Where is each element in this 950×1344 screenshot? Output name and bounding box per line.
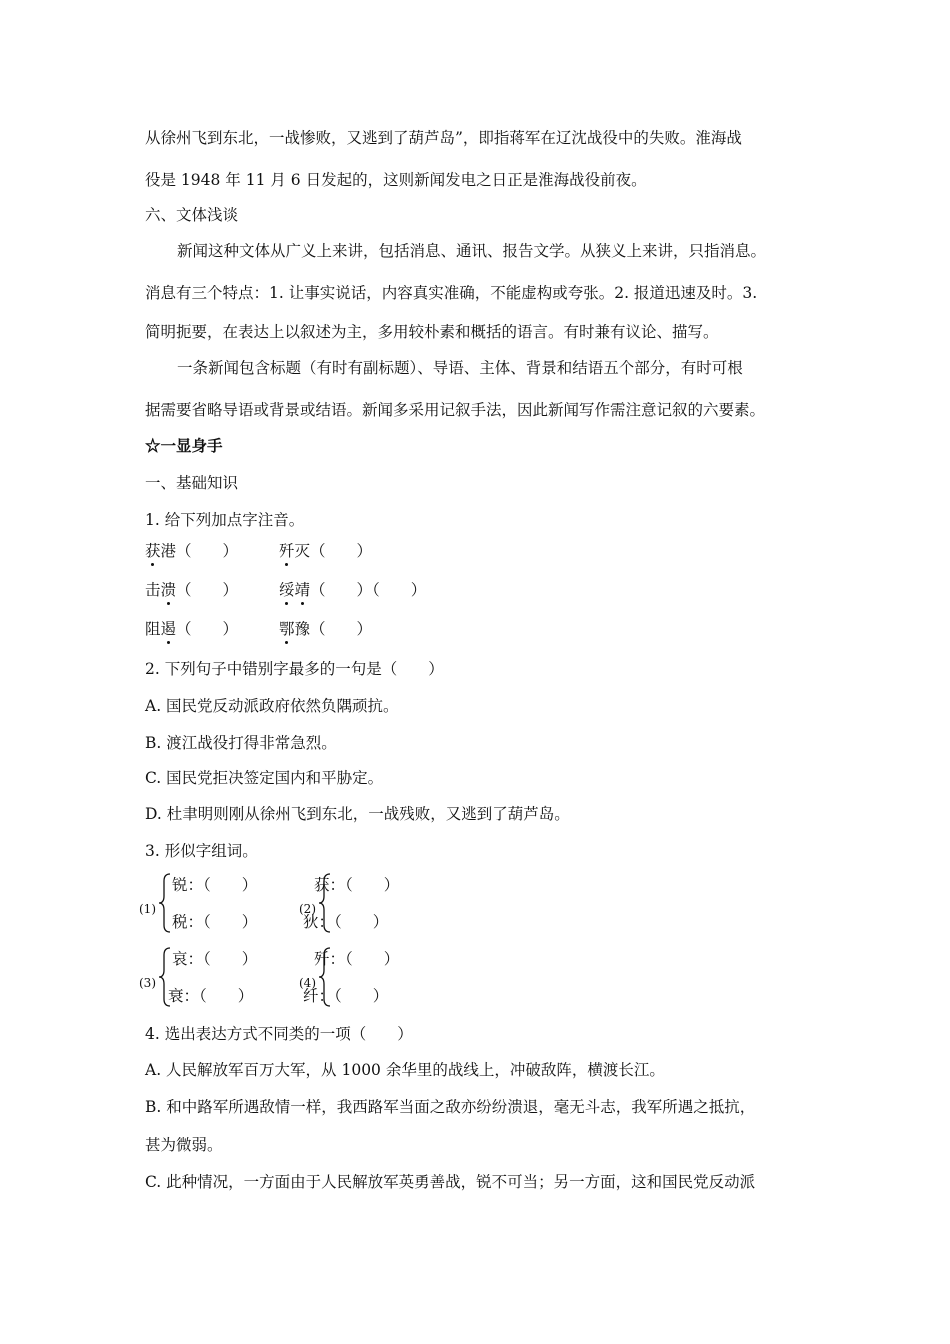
dotted-char: 靖 — [294, 581, 311, 599]
question-4: 4. 选出表达方式不同类的一项（ ） — [145, 1025, 413, 1043]
pinyin-item: 绥靖（ ）（ ） — [279, 581, 427, 599]
text-line: 从徐州飞到东北，一战惨败，又逃到了葫芦岛”，即指蒋军在辽沈战役中的失败。淮海战 — [145, 129, 742, 147]
pinyin-item: 击溃（ ） — [145, 581, 239, 599]
paragraph-line: 消息有三个特点：1. 让事实说话，内容真实准确，不能虚构或夸张。2. 报道迅速及时。3. — [145, 284, 758, 302]
option-c: C. 国民党拒决签定国内和平胁定。 — [145, 769, 384, 787]
option-a: A. 人民解放军百万大军，从 1000 余华里的战线上，冲破敌阵，横渡长江。 — [145, 1061, 665, 1079]
option-c: C. 此种情况，一方面由于人民解放军英勇善战，锐不可当；另一方面，这和国民党反动派 — [145, 1173, 756, 1191]
dotted-char: 溃 — [160, 581, 177, 599]
paragraph-line: 一条新闻包含标题（有时有副标题）、导语、主体、背景和结语五个部分，有时可根 — [177, 359, 743, 377]
option-b-continued: 甚为微弱。 — [145, 1136, 223, 1154]
option-b: B. 和中路军所遇敌情一样，我西路军当面之敌亦纷纷溃退，毫无斗志，我军所遇之抵抗， — [145, 1098, 756, 1116]
paragraph-line: 简明扼要，在表达上以叙述为主，多用较朴素和概括的语言。有时兼有议论、描写。 — [145, 323, 719, 341]
option-b: B. 渡江战役打得非常急烈。 — [145, 734, 337, 752]
question-1: 1. 给下列加点字注音。 — [145, 511, 305, 529]
pinyin-item: 获港（ ） — [145, 542, 239, 560]
pinyin-item: 阻遏（ ） — [145, 620, 239, 638]
question-2: 2. 下列句子中错别字最多的一句是（ ） — [145, 660, 444, 678]
exercise-heading: ☆一显身手 — [145, 436, 223, 455]
brace-icon — [158, 872, 172, 934]
option-d: D. 杜聿明则刚从徐州飞到东北，一战残败，又逃到了葫芦岛。 — [145, 805, 570, 823]
document-page: 从徐州飞到东北，一战惨败，又逃到了葫芦岛”，即指蒋军在辽沈战役中的失败。淮海战 役是 1948 年 11 月 6 日发起的，这则新闻发电之日正是淮海战役前夜。 六、文体浅谈 新闻这种文体从广义上来讲，包括消息、通讯、报告文学。从狭义上来讲，只指消息。 消息有三个特点：1. 让事实说话，内容真实准确，不能虚构或夸张。2. 报道迅速及时。3. 简明扼要，在表达上以叙述为主，多用较朴素和概括的语言。有时兼有议论、描写。 一条新闻包含标题（有时有副标题）、导语、主体、背景和结语五个部分，有时可根 据需要省略导语或背景或结语。新闻多采用记叙手法，因此新闻写作需注意记叙的六要素。 ☆一显身手 一、基础知识 1. 给下列加点字注音。 获港（ ） 歼灭（ ） 击溃（ ） 绥靖（ ）（ ） 阻遏（ ） 鄂豫（ ） 2. 下列句子中错别字最多的一句是（ ） A. 国民党反动派政府依然负隅顽抗。 B. 渡江战役打得非常急烈。 C. 国民党拒决签定国内和平胁定。 D. 杜聿明则刚从徐州飞到东北，一战残败，又逃到了葫芦岛。 3. 形似字组词。 (1) 锐：（ ） 税：（ ） (2) 获：（ ） 狄：（ ） (3) 哀：（ ） 衰：（ ） (4) 歼：（ ） 纤：（ ） 4. 选出表达方式不同类的一项（ ） A. 人民解放军百万大军，从 1000 余华里的战线上，冲破敌阵，横渡长江。 B. 和中路军所遇敌情一样，我西路军当面之敌亦纷纷溃退，毫无斗志，我军所遇之抵抗， 甚为微弱。 C. 此种情况，一方面由于人民解放军英勇善战，锐不可当；另一方面，这和国民党反动派 — [139, 129, 767, 1191]
pinyin-item: 鄂豫（ ） — [279, 620, 373, 638]
dotted-char: 获 — [145, 542, 161, 560]
text-line: 役是 1948 年 11 月 6 日发起的，这则新闻发电之日正是淮海战役前夜。 — [145, 171, 647, 189]
dotted-char: 绥 — [279, 581, 295, 599]
pinyin-item: 歼灭（ ） — [279, 542, 373, 560]
dotted-char: 鄂 — [279, 620, 295, 638]
section-heading: 一、基础知识 — [145, 474, 239, 492]
section-heading: 六、文体浅谈 — [145, 206, 239, 224]
paragraph-line: 据需要省略导语或背景或结语。新闻多采用记叙手法，因此新闻写作需注意记叙的六要素。 — [145, 401, 766, 419]
dotted-char: 遏 — [160, 620, 177, 638]
option-a: A. 国民党反动派政府依然负隅顽抗。 — [145, 697, 399, 715]
question-3: 3. 形似字组词。 — [145, 842, 258, 860]
paragraph-line: 新闻这种文体从广义上来讲，包括消息、通讯、报告文学。从狭义上来讲，只指消息。 — [177, 242, 767, 260]
dotted-char: 歼 — [279, 542, 295, 560]
